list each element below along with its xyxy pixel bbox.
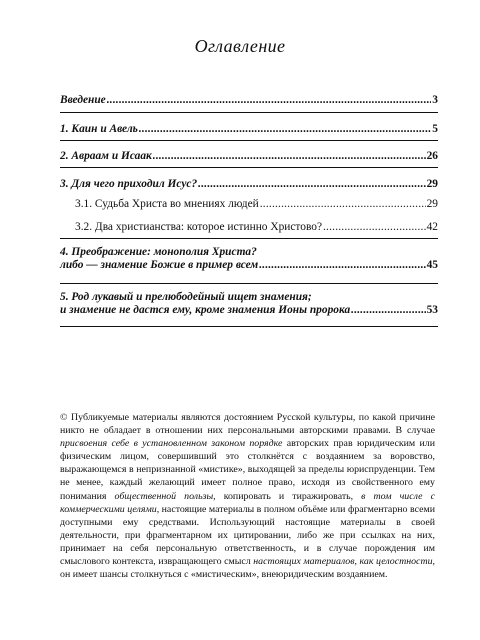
- toc-entry-section-3-2[interactable]: [75, 221, 438, 234]
- toc-entry-page: 45: [426, 259, 438, 271]
- toc-divider-1: [60, 112, 438, 113]
- page-title: Оглавление: [194, 36, 286, 56]
- toc-entry-page: 29: [426, 198, 438, 210]
- toc-entry-label: 3.1. Судьба Христа во мнениях людей: [75, 198, 259, 210]
- copyright-text: © Публикуемые материалы являются достоянием Русской культуры, по какой причине никто не обладает в отношении них персональными авторскими правами. В случае: [60, 412, 435, 437]
- toc-divider-6: [60, 326, 438, 327]
- toc-entry-page: 42: [426, 221, 438, 233]
- toc-leader-dots: [260, 198, 426, 211]
- toc-leader-dots: [259, 259, 425, 272]
- toc-entry-page: 53: [426, 304, 438, 316]
- toc-entry-chapter-3[interactable]: [60, 178, 438, 191]
- toc-leader-dots: [351, 304, 425, 317]
- toc-leader-dots: [139, 123, 431, 136]
- toc-divider-5: [60, 283, 438, 284]
- copyright-paragraph: [60, 411, 435, 581]
- copyright-emphasis: присвоения себе в установленном законом порядке: [60, 438, 283, 450]
- toc-entry-label: 3. Для чего приходил Исус?: [60, 178, 198, 190]
- copyright-emphasis: общественной пользы: [114, 490, 214, 502]
- toc-entry-page: 3: [432, 94, 438, 106]
- toc-entry-label: Введение: [60, 94, 106, 106]
- toc-entry-label: 1. Каин и Авель: [60, 123, 138, 135]
- toc-entry-label: 3.2. Два христианства: которое истинно Христово?: [75, 221, 322, 233]
- toc-leader-dots: [323, 221, 426, 234]
- toc-leader-dots: [107, 94, 432, 107]
- toc-entry-label: [60, 291, 350, 317]
- toc-entry-page: 29: [426, 178, 438, 190]
- toc-entry-label-line-1: 4. Преображение: монополия Христа?: [60, 246, 257, 258]
- copyright-text: , настоящие материалы в полном объёме или фрагментарно всеми доступными ему средствами. Использующий настоящие материалы в своей деятельности, при фрагментарном их цитировании, либо же при ссылках на них, принимает на себя персональную ответственность, и в случае порождения им смыслового контекста, извращающего смысл: [60, 503, 435, 568]
- copyright-text: , он имеет шансы столкнуться с «мистическим», внеюридическим воздаянием.: [60, 556, 435, 581]
- toc-entry-chapter-2[interactable]: [60, 150, 438, 163]
- toc-entry-chapter-4[interactable]: [60, 246, 438, 272]
- toc-entry-introduction[interactable]: [60, 94, 438, 107]
- toc-divider-2: [60, 140, 438, 141]
- toc-entry-chapter-5[interactable]: [60, 291, 438, 317]
- toc-leader-dots: [198, 178, 425, 191]
- toc-leader-dots: [153, 150, 426, 163]
- copyright-emphasis: в том числе с коммерческими целями: [60, 490, 435, 515]
- copyright-text: , копировать и тиражировать,: [213, 490, 362, 502]
- toc-entry-section-3-1[interactable]: [75, 198, 438, 211]
- toc-divider-4: [60, 238, 438, 239]
- toc-entry-page: 5: [432, 123, 438, 135]
- toc-entry-label: 2. Авраам и Исаак: [60, 150, 152, 162]
- toc-entry-label: [60, 246, 258, 272]
- toc-entry-label-line-2: либо — знамение Божие в пример всем: [60, 259, 259, 271]
- copyright-notice: [60, 411, 435, 581]
- toc-entry-chapter-1[interactable]: [60, 123, 438, 136]
- toc-entry-label-line-2: и знамение не дастся ему, кроме знамения Ионы пророка: [60, 304, 351, 316]
- toc-entry-page: 26: [426, 150, 438, 162]
- toc-entry-label-line-1: 5. Род лукавый и прелюбодейный ищет знамения;: [60, 291, 312, 303]
- copyright-emphasis: настоящих материалов, как целостности: [253, 556, 433, 568]
- copyright-text: авторских прав юридическим или физическим лицом, совершивший это столкнётся с воздаянием за воровство, выражающемся в непризнанной «мистике», выходящей за пределы юриспруденции. Тем не менее, каждый желающий имеет полное право, исходя из свойственного ему понимания: [60, 438, 436, 502]
- toc-divider-3: [60, 167, 438, 168]
